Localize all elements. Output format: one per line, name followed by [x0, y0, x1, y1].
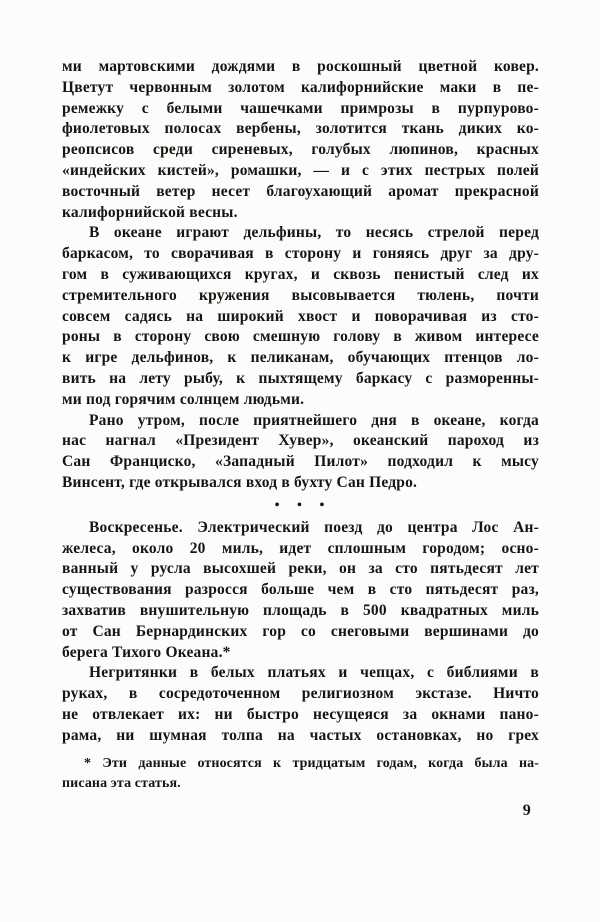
- text-line: стремительного кружения высовывается тюлень, почти: [62, 286, 539, 304]
- text-line: баркасом, то сворачивая в сторону и гоняясь друг за дру-: [62, 245, 539, 263]
- text-line: ми под горячим солнцем людьми.: [62, 390, 305, 408]
- text-line: берега Тихого Океана.*: [62, 643, 231, 661]
- text-line: ремежку с белыми чашечками примрозы в пурпурово-: [62, 99, 539, 117]
- body-paragraph-5: [62, 663, 539, 746]
- text-line: гом в суживающихся кругах, и сквозь пенистый след их: [62, 265, 539, 283]
- text-line: захватив внушительную площадь в 500 квадратных миль: [62, 601, 539, 619]
- text-line: ванный у русла высохшей реки, он за сто пятьдесят лет: [62, 560, 539, 578]
- text-line: руках, в сосредоточенном религиозном экстазе. Ничто: [62, 685, 539, 703]
- footnote: [62, 754, 539, 795]
- text-line: восточный ветер несет благоухающий аромат прекрасной: [62, 182, 539, 200]
- text-line: совсем садясь на широкий хвост и поворачивая из сто-: [62, 307, 539, 325]
- text-line: Винсент, где открывался вход в бухту Сан Педро.: [62, 473, 418, 491]
- text-line: Цветут червонным золотом калифорнийские маки в пе-: [62, 78, 539, 96]
- text-line: калифорнийской весны.: [62, 203, 238, 221]
- text-line: Рано утром, после приятнейшего дня в океане, когда: [89, 411, 539, 429]
- text-line: рама, ни шумная толпа на частых остановках, но грех: [62, 726, 539, 744]
- text-line: к игре дельфинов, к пеликанам, обучающих птенцов ло-: [62, 349, 539, 367]
- page-number: 9: [522, 801, 531, 819]
- text-line: желеса, около 20 миль, идет сплошным городом; осно-: [62, 539, 539, 557]
- text-block: [62, 57, 539, 821]
- section-separator: • • •: [274, 497, 327, 513]
- body-paragraph-2: [62, 223, 539, 410]
- text-line: Сан Франциско, «Западный Пилот» подходил к мысу: [62, 453, 539, 471]
- body-paragraph-3: [62, 411, 539, 494]
- text-line: писана эта статья.: [62, 776, 181, 791]
- text-line: от Сан Бернардинских гор со снеговыми вершинами до: [62, 622, 539, 640]
- text-line: * Эти данные относятся к тридцатым годам, когда была на-: [84, 755, 539, 771]
- text-line: вить на лету рыбу, к пыхтящему баркасу с разморенны-: [62, 369, 539, 387]
- text-line: ми мартовскими дождями в роскошный цветной ковер.: [62, 58, 539, 75]
- text-line: Воскресенье. Электрический поезд до центра Лос Ан-: [89, 518, 539, 536]
- text-line: нас нагнал «Президент Хувер», океанский пароход из: [62, 432, 539, 450]
- text-line: В океане играют дельфины, то несясь стрелой перед: [89, 224, 539, 242]
- text-line: реопсисов среди сиреневых, голубых люпинов, красных: [62, 141, 539, 159]
- text-line: существования разросся больше чем в сто пятьдесят раз,: [62, 581, 539, 599]
- text-line: не отвлекает их: ни быстро несущеяся за окнами пано-: [62, 705, 539, 723]
- body-paragraph-1: [62, 57, 539, 223]
- text-line: фиолетовых полосах вербены, золотится ткань диких ко-: [62, 120, 539, 138]
- body-paragraph-4: [62, 518, 539, 664]
- text-line: Негритянки в белых платьях и чепцах, с библиями в: [89, 664, 539, 682]
- text-line: «индейских кистей», ромашки, — и с этих пестрых полей: [62, 161, 539, 179]
- text-line: роны в сторону свою смешную голову в живом интересе: [62, 328, 539, 346]
